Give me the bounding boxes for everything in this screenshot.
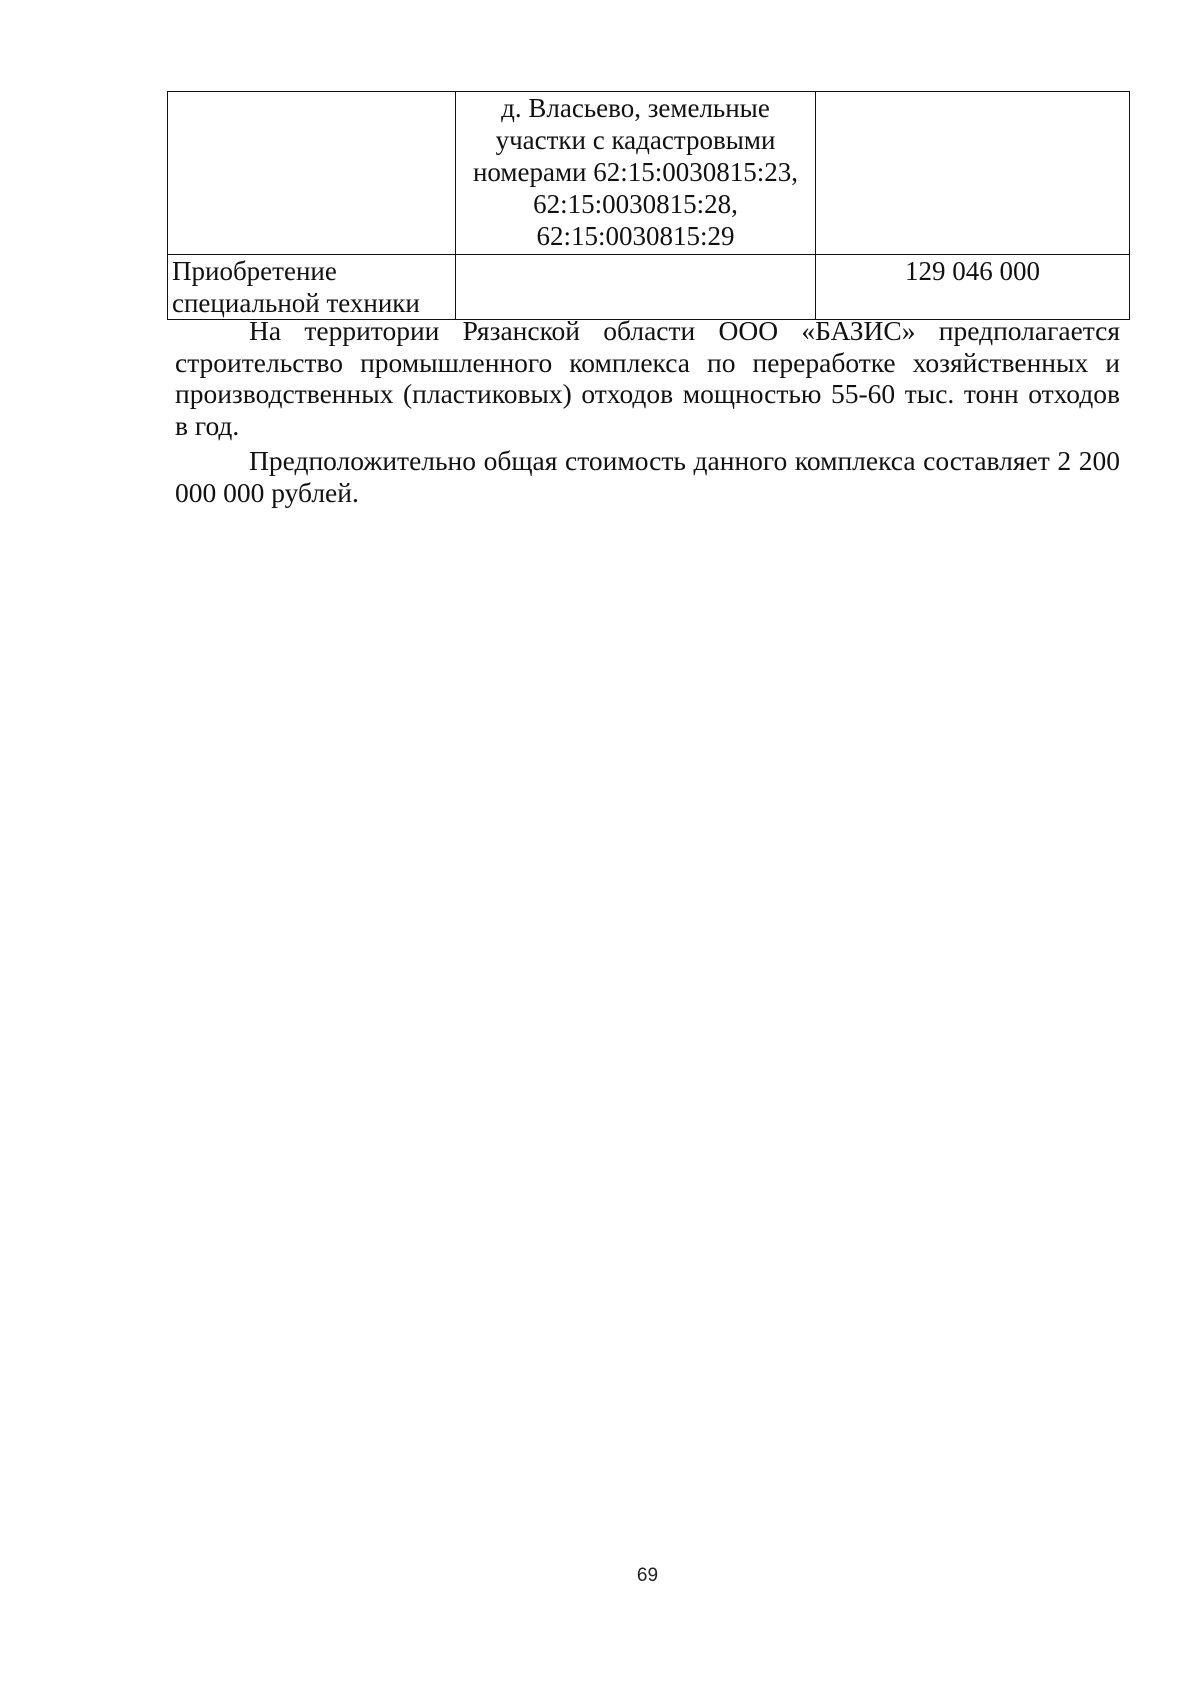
investment-table [167,91,1130,320]
location-line: д. Власьево, земельные [501,93,770,123]
item-name-line: Приобретение [172,256,337,286]
paragraph: Предположительно общая стоимость данного комплекса составляет 2 200 000 000 рублей. [175,445,1120,508]
amount-cell: 129 046 000 [816,255,1130,320]
body-text [175,315,1120,512]
location-cell [456,92,816,255]
location-line: 62:15:0030815:28, [533,189,738,219]
table-cell-empty [816,92,1130,255]
item-name-line: специальной техники [172,288,420,318]
location-line: участки с кадастровыми [495,125,776,155]
item-name-cell [168,255,456,320]
location-line: 62:15:0030815:29 [536,221,735,251]
location-line: номерами 62:15:0030815:23, [472,157,799,187]
table-cell-empty [456,255,816,320]
table-row [168,255,1130,320]
table-row [168,92,1130,255]
table-cell-empty [168,92,456,255]
page-number: 69 [636,1565,659,1586]
paragraph: На территории Рязанской области ООО «БАЗИС» предполагается строительство промышленного комплекса по переработке хозяйственных и производственных (пластиковых) отходов мощностью 55-60 тыс. тонн отходов в год. [175,315,1120,441]
